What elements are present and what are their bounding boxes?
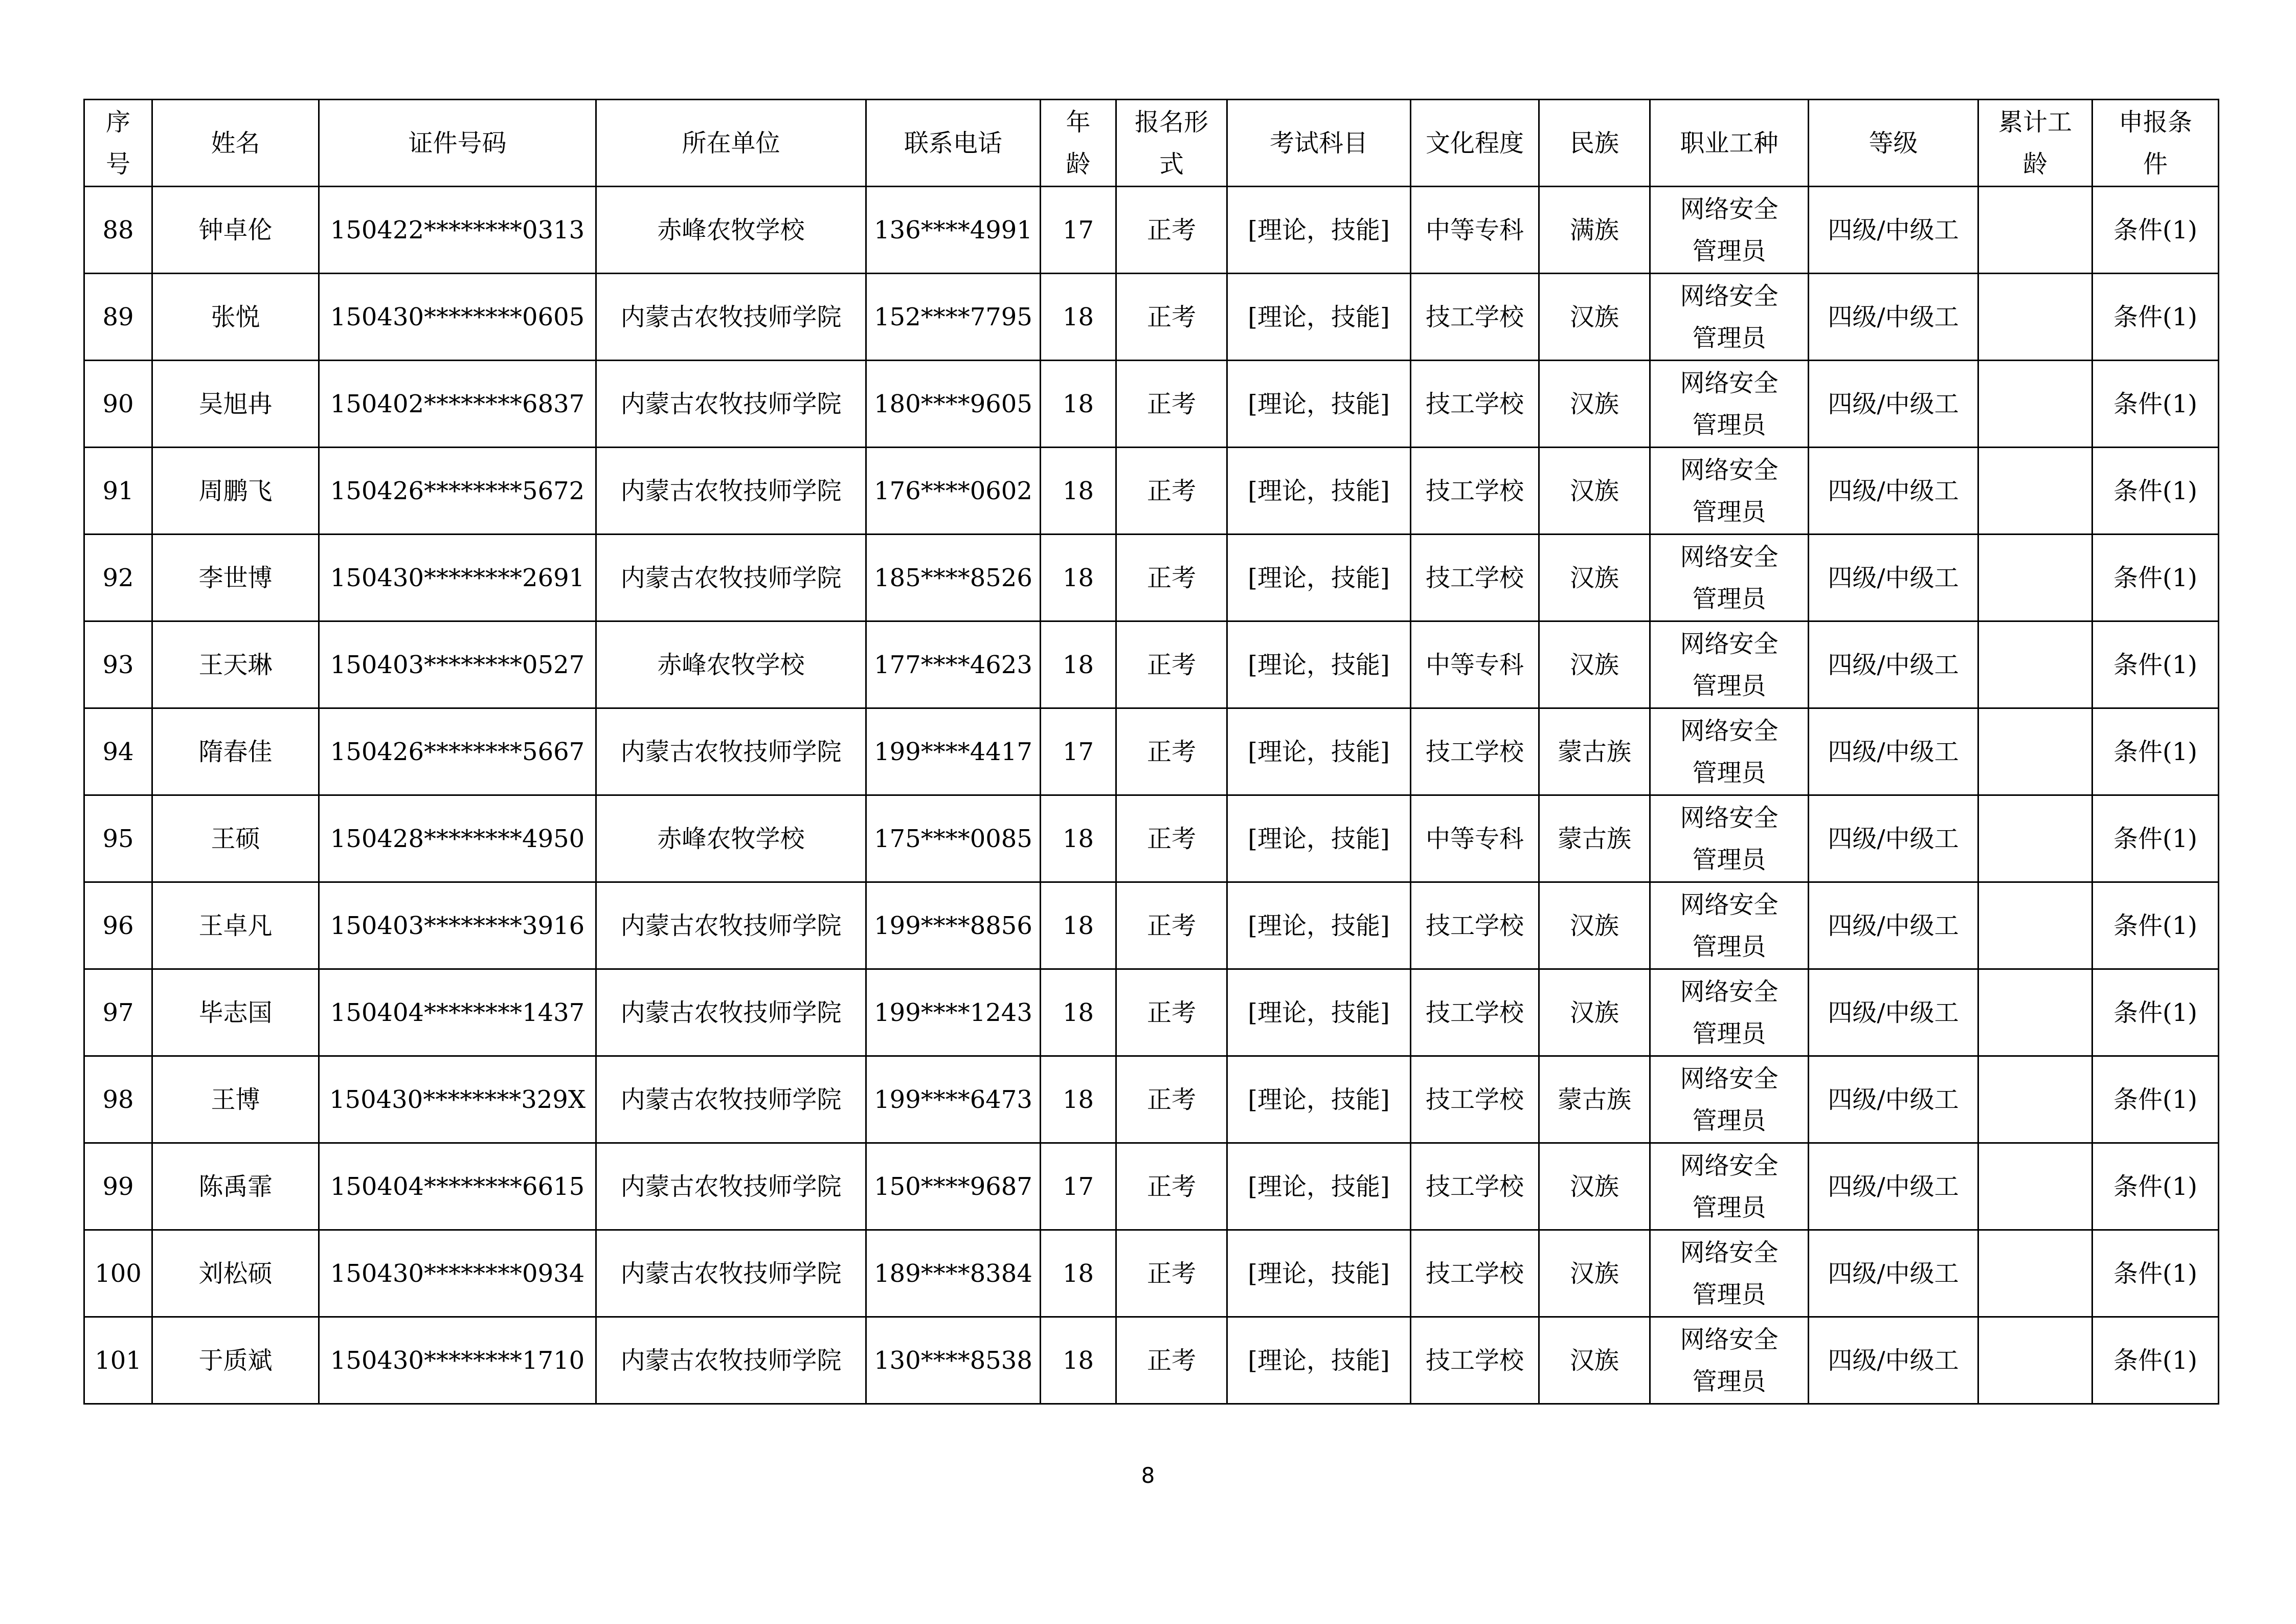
col-phone-header-label: 联系电话 <box>904 128 1002 158</box>
col-age-cell: 18 <box>1041 1056 1116 1143</box>
col-phone-cell: 199****1243 <box>866 969 1041 1056</box>
col-ethnicity-cell: 汉族 <box>1539 535 1650 621</box>
col-organization-cell: 赤峰农牧学校 <box>596 795 866 882</box>
col-organization-cell: 内蒙古农牧技师学院 <box>596 448 866 535</box>
col-work-years-cell <box>1978 274 2092 361</box>
col-organization-cell: 内蒙古农牧技师学院 <box>596 1230 866 1317</box>
col-registration-type-header-label: 报名形式 <box>1134 107 1208 179</box>
col-occupation-cell: 网络安全管理员 <box>1650 795 1809 882</box>
col-phone-cell: 199****6473 <box>866 1056 1041 1143</box>
col-work-years-cell <box>1978 1056 2092 1143</box>
col-registration-type-cell: 正考 <box>1116 361 1227 448</box>
col-index-cell: 99 <box>84 1143 152 1230</box>
col-work-years-cell <box>1978 795 2092 882</box>
col-phone-cell: 175****0085 <box>866 795 1041 882</box>
col-education-cell: 技工学校 <box>1411 1056 1539 1143</box>
col-level-cell: 四级/中级工 <box>1809 274 1978 361</box>
col-ethnicity-cell: 汉族 <box>1539 621 1650 708</box>
col-name-cell: 王硕 <box>152 795 319 882</box>
col-id-number-header-label: 证件号码 <box>408 128 507 158</box>
col-organization-cell: 内蒙古农牧技师学院 <box>596 708 866 795</box>
col-exam-subjects-cell: [理论，技能] <box>1227 708 1411 795</box>
col-occupation-cell: 网络安全管理员 <box>1650 274 1809 361</box>
col-exam-subjects-cell: [理论，技能] <box>1227 621 1411 708</box>
col-level-cell: 四级/中级工 <box>1809 448 1978 535</box>
col-condition-cell: 条件(1) <box>2092 1143 2219 1230</box>
col-name-cell: 李世博 <box>152 535 319 621</box>
col-level-cell: 四级/中级工 <box>1809 882 1978 969</box>
col-ethnicity-cell: 汉族 <box>1539 361 1650 448</box>
col-registration-type-cell: 正考 <box>1116 882 1227 969</box>
col-level-cell: 四级/中级工 <box>1809 1317 1978 1404</box>
col-work-years-cell <box>1978 708 2092 795</box>
col-registration-type-cell: 正考 <box>1116 1143 1227 1230</box>
col-organization-cell: 内蒙古农牧技师学院 <box>596 882 866 969</box>
col-name-cell: 张悦 <box>152 274 319 361</box>
table-row <box>84 1056 2219 1143</box>
col-index-cell: 89 <box>84 274 152 361</box>
col-level-cell: 四级/中级工 <box>1809 708 1978 795</box>
col-id-number-cell: 150422********0313 <box>319 187 596 274</box>
col-occupation-cell: 网络安全管理员 <box>1650 448 1809 535</box>
col-work-years-cell <box>1978 1143 2092 1230</box>
col-id-number-cell: 150403********3916 <box>319 882 596 969</box>
col-work-years-cell <box>1978 361 2092 448</box>
col-occupation-cell: 网络安全管理员 <box>1650 361 1809 448</box>
col-phone-cell: 136****4991 <box>866 187 1041 274</box>
col-work-years-cell <box>1978 969 2092 1056</box>
table-row <box>84 361 2219 448</box>
col-condition-cell: 条件(1) <box>2092 708 2219 795</box>
page-number: 8 <box>1141 1463 1155 1488</box>
col-occupation-header <box>1650 100 1809 187</box>
col-level-cell: 四级/中级工 <box>1809 1230 1978 1317</box>
table-body <box>84 187 2219 1404</box>
table-row <box>84 187 2219 274</box>
col-education-cell: 技工学校 <box>1411 274 1539 361</box>
col-level-cell: 四级/中级工 <box>1809 187 1978 274</box>
col-registration-type-cell: 正考 <box>1116 795 1227 882</box>
col-phone-cell: 150****9687 <box>866 1143 1041 1230</box>
col-ethnicity-cell: 汉族 <box>1539 1230 1650 1317</box>
col-organization-header-label: 所在单位 <box>682 128 780 158</box>
col-id-number-cell: 150430********2691 <box>319 535 596 621</box>
col-ethnicity-cell: 汉族 <box>1539 274 1650 361</box>
col-level-cell: 四级/中级工 <box>1809 535 1978 621</box>
col-registration-type-cell: 正考 <box>1116 1317 1227 1404</box>
col-age-cell: 18 <box>1041 1230 1116 1317</box>
col-level-cell: 四级/中级工 <box>1809 1143 1978 1230</box>
col-age-header <box>1041 100 1116 187</box>
col-ethnicity-cell: 蒙古族 <box>1539 1056 1650 1143</box>
col-exam-subjects-cell: [理论，技能] <box>1227 274 1411 361</box>
col-name-cell: 于质斌 <box>152 1317 319 1404</box>
col-id-number-cell: 150403********0527 <box>319 621 596 708</box>
col-work-years-cell <box>1978 1230 2092 1317</box>
col-age-cell: 18 <box>1041 882 1116 969</box>
col-ethnicity-cell: 汉族 <box>1539 882 1650 969</box>
col-organization-cell: 内蒙古农牧技师学院 <box>596 274 866 361</box>
col-condition-cell: 条件(1) <box>2092 1056 2219 1143</box>
col-age-cell: 18 <box>1041 795 1116 882</box>
col-education-cell: 中等专科 <box>1411 621 1539 708</box>
col-age-cell: 17 <box>1041 1143 1116 1230</box>
table-row <box>84 1230 2219 1317</box>
col-index-header-label: 序号 <box>105 107 130 179</box>
col-id-number-header <box>319 100 596 187</box>
col-education-cell: 技工学校 <box>1411 1230 1539 1317</box>
col-exam-subjects-cell: [理论，技能] <box>1227 1056 1411 1143</box>
header-row <box>84 100 2219 187</box>
col-education-cell: 中等专科 <box>1411 187 1539 274</box>
col-index-cell: 98 <box>84 1056 152 1143</box>
col-condition-cell: 条件(1) <box>2092 448 2219 535</box>
col-id-number-cell: 150430********0605 <box>319 274 596 361</box>
col-index-cell: 101 <box>84 1317 152 1404</box>
col-phone-cell: 199****8856 <box>866 882 1041 969</box>
col-level-cell: 四级/中级工 <box>1809 795 1978 882</box>
col-age-cell: 18 <box>1041 448 1116 535</box>
col-work-years-header <box>1978 100 2092 187</box>
col-index-cell: 92 <box>84 535 152 621</box>
col-organization-header <box>596 100 866 187</box>
col-work-years-cell <box>1978 535 2092 621</box>
col-registration-type-cell: 正考 <box>1116 621 1227 708</box>
col-exam-subjects-cell: [理论，技能] <box>1227 448 1411 535</box>
col-exam-subjects-cell: [理论，技能] <box>1227 187 1411 274</box>
table-row <box>84 1317 2219 1404</box>
col-organization-cell: 内蒙古农牧技师学院 <box>596 361 866 448</box>
col-organization-cell: 内蒙古农牧技师学院 <box>596 1317 866 1404</box>
col-exam-subjects-cell: [理论，技能] <box>1227 795 1411 882</box>
col-phone-cell: 130****8538 <box>866 1317 1041 1404</box>
col-work-years-cell <box>1978 621 2092 708</box>
col-exam-subjects-cell: [理论，技能] <box>1227 535 1411 621</box>
col-age-cell: 17 <box>1041 187 1116 274</box>
col-exam-subjects-header-label: 考试科目 <box>1269 128 1368 158</box>
col-name-header-label: 姓名 <box>211 128 260 158</box>
col-index-cell: 91 <box>84 448 152 535</box>
col-occupation-cell: 网络安全管理员 <box>1650 621 1809 708</box>
col-age-cell: 18 <box>1041 274 1116 361</box>
table-row <box>84 274 2219 361</box>
col-education-cell: 技工学校 <box>1411 882 1539 969</box>
col-index-cell: 95 <box>84 795 152 882</box>
col-ethnicity-cell: 蒙古族 <box>1539 708 1650 795</box>
col-level-header-label: 等级 <box>1869 128 1918 158</box>
col-occupation-cell: 网络安全管理员 <box>1650 1056 1809 1143</box>
col-registration-type-header <box>1116 100 1227 187</box>
col-id-number-cell: 150430********0934 <box>319 1230 596 1317</box>
col-phone-cell: 152****7795 <box>866 274 1041 361</box>
col-exam-subjects-cell: [理论，技能] <box>1227 969 1411 1056</box>
col-level-cell: 四级/中级工 <box>1809 969 1978 1056</box>
col-condition-cell: 条件(1) <box>2092 187 2219 274</box>
col-registration-type-cell: 正考 <box>1116 1230 1227 1317</box>
col-name-cell: 刘松硕 <box>152 1230 319 1317</box>
col-work-years-cell <box>1978 882 2092 969</box>
col-age-cell: 18 <box>1041 361 1116 448</box>
col-name-cell: 吴旭冉 <box>152 361 319 448</box>
col-condition-header-label: 申报条件 <box>2118 107 2192 179</box>
col-condition-cell: 条件(1) <box>2092 361 2219 448</box>
col-ethnicity-header-label: 民族 <box>1569 128 1619 158</box>
col-ethnicity-cell: 蒙古族 <box>1539 795 1650 882</box>
col-work-years-cell <box>1978 448 2092 535</box>
col-phone-cell: 176****0602 <box>866 448 1041 535</box>
col-name-cell: 周鹏飞 <box>152 448 319 535</box>
col-exam-subjects-cell: [理论，技能] <box>1227 1143 1411 1230</box>
col-condition-cell: 条件(1) <box>2092 1230 2219 1317</box>
col-organization-cell: 赤峰农牧学校 <box>596 187 866 274</box>
col-id-number-cell: 150426********5667 <box>319 708 596 795</box>
col-age-cell: 18 <box>1041 969 1116 1056</box>
col-condition-cell: 条件(1) <box>2092 621 2219 708</box>
col-index-cell: 90 <box>84 361 152 448</box>
col-phone-cell: 177****4623 <box>866 621 1041 708</box>
col-name-header <box>152 100 319 187</box>
col-registration-type-cell: 正考 <box>1116 448 1227 535</box>
col-index-cell: 96 <box>84 882 152 969</box>
col-age-cell: 17 <box>1041 708 1116 795</box>
col-phone-cell: 185****8526 <box>866 535 1041 621</box>
col-index-cell: 94 <box>84 708 152 795</box>
col-level-cell: 四级/中级工 <box>1809 361 1978 448</box>
col-work-years-header-label: 累计工龄 <box>1998 107 2072 179</box>
col-level-cell: 四级/中级工 <box>1809 1056 1978 1143</box>
col-registration-type-cell: 正考 <box>1116 535 1227 621</box>
col-condition-cell: 条件(1) <box>2092 882 2219 969</box>
table-row <box>84 882 2219 969</box>
table-header <box>84 100 2219 187</box>
col-exam-subjects-cell: [理论，技能] <box>1227 361 1411 448</box>
col-occupation-cell: 网络安全管理员 <box>1650 1143 1809 1230</box>
col-occupation-cell: 网络安全管理员 <box>1650 1317 1809 1404</box>
col-ethnicity-cell: 汉族 <box>1539 969 1650 1056</box>
col-education-cell: 技工学校 <box>1411 969 1539 1056</box>
col-index-header <box>84 100 152 187</box>
col-id-number-cell: 150404********1437 <box>319 969 596 1056</box>
col-index-cell: 93 <box>84 621 152 708</box>
col-occupation-cell: 网络安全管理员 <box>1650 882 1809 969</box>
col-occupation-header-label: 职业工种 <box>1680 128 1779 158</box>
table-row <box>84 969 2219 1056</box>
col-occupation-cell: 网络安全管理员 <box>1650 969 1809 1056</box>
col-education-cell: 技工学校 <box>1411 708 1539 795</box>
col-organization-cell: 内蒙古农牧技师学院 <box>596 1143 866 1230</box>
col-occupation-cell: 网络安全管理员 <box>1650 187 1809 274</box>
col-name-cell: 毕志国 <box>152 969 319 1056</box>
col-exam-subjects-header <box>1227 100 1411 187</box>
table-row <box>84 535 2219 621</box>
col-occupation-cell: 网络安全管理员 <box>1650 535 1809 621</box>
col-ethnicity-cell: 汉族 <box>1539 1317 1650 1404</box>
col-ethnicity-cell: 汉族 <box>1539 448 1650 535</box>
table-row <box>84 621 2219 708</box>
col-condition-cell: 条件(1) <box>2092 1317 2219 1404</box>
col-occupation-cell: 网络安全管理员 <box>1650 708 1809 795</box>
col-registration-type-cell: 正考 <box>1116 708 1227 795</box>
col-registration-type-cell: 正考 <box>1116 187 1227 274</box>
col-organization-cell: 赤峰农牧学校 <box>596 621 866 708</box>
roster-table <box>83 99 2219 1405</box>
col-name-cell: 王天琳 <box>152 621 319 708</box>
col-education-header-label: 文化程度 <box>1425 128 1524 158</box>
col-name-cell: 钟卓伦 <box>152 187 319 274</box>
col-organization-cell: 内蒙古农牧技师学院 <box>596 535 866 621</box>
col-condition-cell: 条件(1) <box>2092 535 2219 621</box>
col-phone-cell: 199****4417 <box>866 708 1041 795</box>
col-organization-cell: 内蒙古农牧技师学院 <box>596 969 866 1056</box>
col-index-cell: 100 <box>84 1230 152 1317</box>
col-id-number-cell: 150402********6837 <box>319 361 596 448</box>
col-education-cell: 技工学校 <box>1411 448 1539 535</box>
table-row <box>84 708 2219 795</box>
col-phone-cell: 189****8384 <box>866 1230 1041 1317</box>
col-organization-cell: 内蒙古农牧技师学院 <box>596 1056 866 1143</box>
col-education-cell: 技工学校 <box>1411 361 1539 448</box>
col-exam-subjects-cell: [理论，技能] <box>1227 1317 1411 1404</box>
col-level-header <box>1809 100 1978 187</box>
col-exam-subjects-cell: [理论，技能] <box>1227 1230 1411 1317</box>
col-id-number-cell: 150430********329X <box>319 1056 596 1143</box>
col-index-cell: 88 <box>84 187 152 274</box>
col-ethnicity-header <box>1539 100 1650 187</box>
col-id-number-cell: 150426********5672 <box>319 448 596 535</box>
col-education-cell: 技工学校 <box>1411 1317 1539 1404</box>
table-row <box>84 1143 2219 1230</box>
col-registration-type-cell: 正考 <box>1116 274 1227 361</box>
col-registration-type-cell: 正考 <box>1116 969 1227 1056</box>
col-condition-cell: 条件(1) <box>2092 795 2219 882</box>
col-education-cell: 技工学校 <box>1411 535 1539 621</box>
col-id-number-cell: 150428********4950 <box>319 795 596 882</box>
col-condition-cell: 条件(1) <box>2092 274 2219 361</box>
col-phone-header <box>866 100 1041 187</box>
col-education-header <box>1411 100 1539 187</box>
col-level-cell: 四级/中级工 <box>1809 621 1978 708</box>
col-condition-header <box>2092 100 2219 187</box>
col-condition-cell: 条件(1) <box>2092 969 2219 1056</box>
col-work-years-cell <box>1978 1317 2092 1404</box>
col-id-number-cell: 150430********1710 <box>319 1317 596 1404</box>
col-name-cell: 王卓凡 <box>152 882 319 969</box>
col-age-header-label: 年龄 <box>1066 107 1091 179</box>
table-row <box>84 795 2219 882</box>
col-ethnicity-cell: 汉族 <box>1539 1143 1650 1230</box>
col-age-cell: 18 <box>1041 535 1116 621</box>
col-education-cell: 中等专科 <box>1411 795 1539 882</box>
col-education-cell: 技工学校 <box>1411 1143 1539 1230</box>
col-id-number-cell: 150404********6615 <box>319 1143 596 1230</box>
col-index-cell: 97 <box>84 969 152 1056</box>
col-age-cell: 18 <box>1041 1317 1116 1404</box>
col-phone-cell: 180****9605 <box>866 361 1041 448</box>
col-work-years-cell <box>1978 187 2092 274</box>
table-row <box>84 448 2219 535</box>
col-name-cell: 陈禹霏 <box>152 1143 319 1230</box>
col-occupation-cell: 网络安全管理员 <box>1650 1230 1809 1317</box>
col-ethnicity-cell: 满族 <box>1539 187 1650 274</box>
col-name-cell: 王博 <box>152 1056 319 1143</box>
col-name-cell: 隋春佳 <box>152 708 319 795</box>
col-age-cell: 18 <box>1041 621 1116 708</box>
col-registration-type-cell: 正考 <box>1116 1056 1227 1143</box>
col-exam-subjects-cell: [理论，技能] <box>1227 882 1411 969</box>
